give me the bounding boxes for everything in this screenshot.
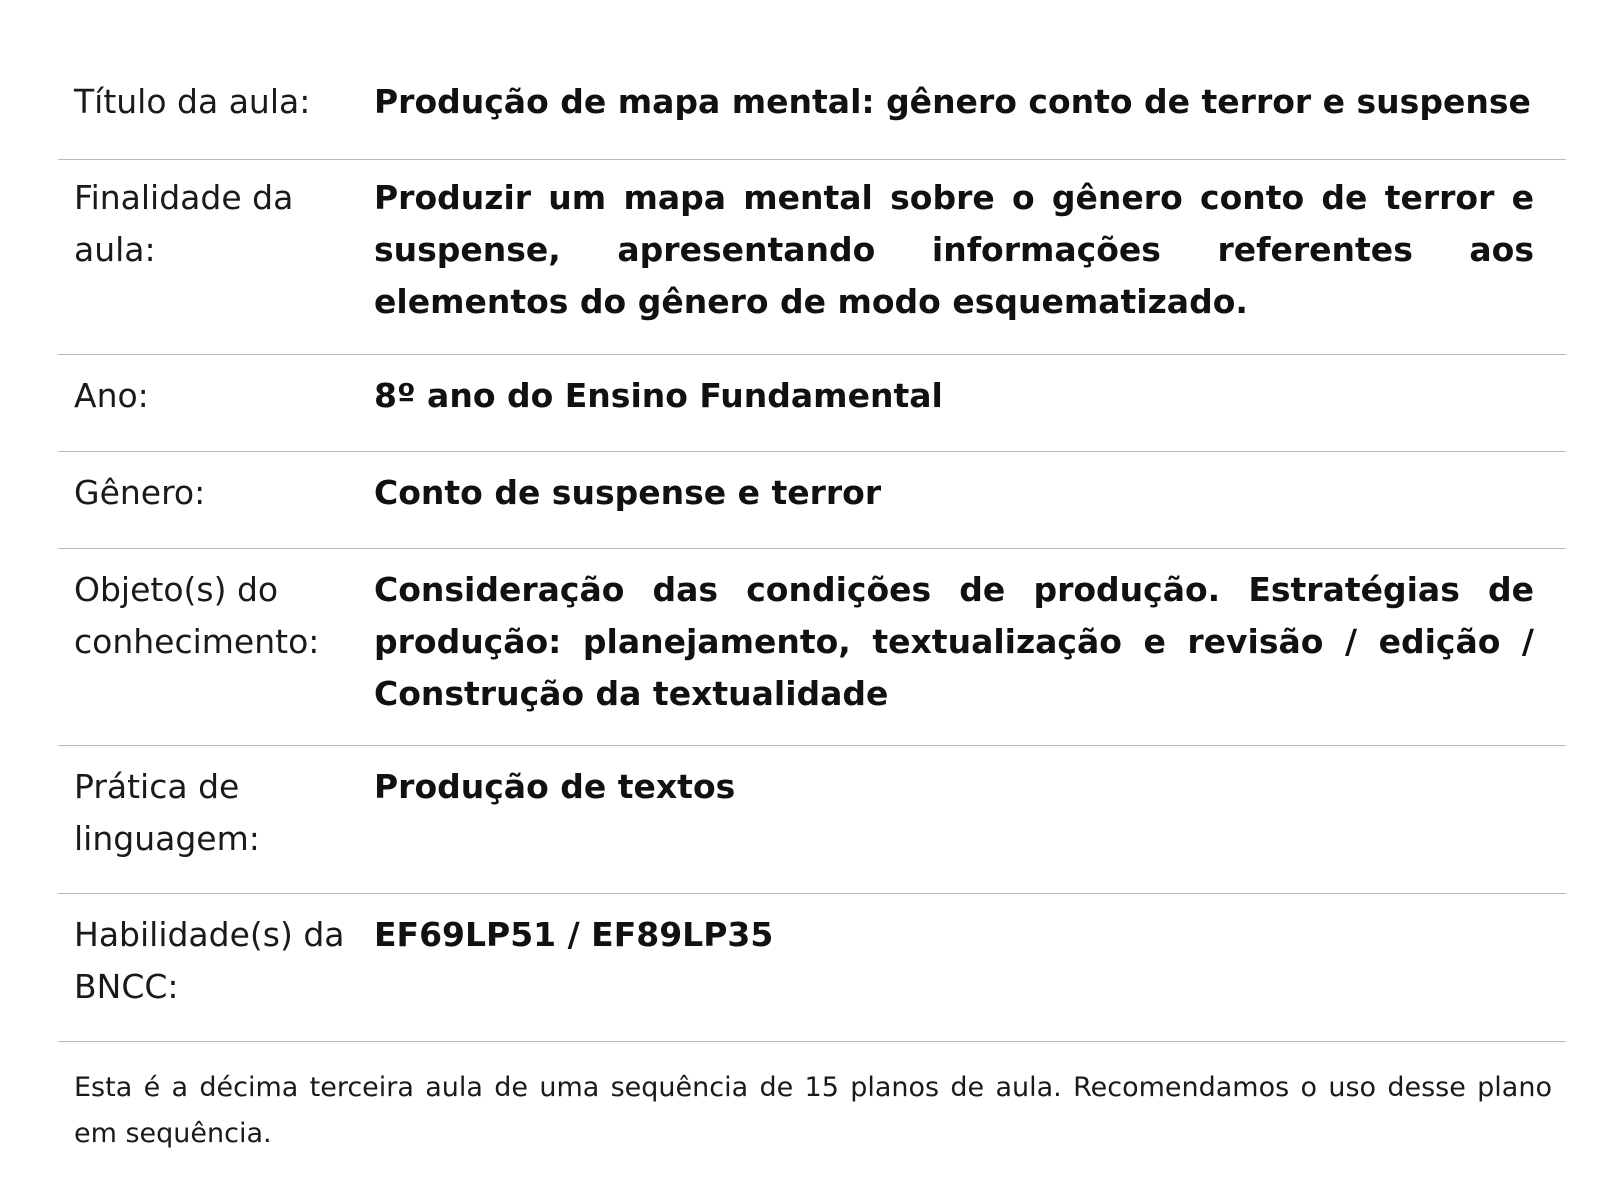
row-value: Produção de mapa mental: gênero conto de terror e suspense [374,82,1531,121]
row-label: Ano: [74,376,149,415]
row-label: Título da aula: [74,82,311,121]
row-finalidade [58,158,1566,355]
row-label: Habilidade(s) da BNCC: [74,915,345,1006]
row-objeto [58,549,1566,746]
row-label: Objeto(s) do conhecimento: [74,570,320,661]
row-value: Produção de textos [374,767,736,806]
row-titulo [58,0,1566,160]
row-genero [58,452,1566,549]
row-value: Produzir um mapa mental sobre o gênero conto de terror e suspense, apresentando informações referentes aos elementos do gênero de modo esquematizado. [374,178,1534,321]
row-ano [58,355,1566,452]
row-label: Gênero: [74,473,206,512]
sequence-note: Esta é a décima terceira aula de uma sequência de 15 planos de aula. Recomendamos o uso desse plano em sequência. [74,1072,1552,1149]
row-pratica [58,746,1566,894]
row-label: Finalidade da aula: [74,178,294,269]
row-value: Conto de suspense e terror [374,473,882,512]
row-habilidade [58,894,1566,1042]
row-value: 8º ano do Ensino Fundamental [374,376,943,415]
row-value: Consideração das condições de produção. Estratégias de produção: planejamento, textualização e revisão / edição / Construção da textualidade [374,570,1534,713]
row-label: Prática de linguagem: [74,767,260,858]
row-value: EF69LP51 / EF89LP35 [374,915,774,954]
